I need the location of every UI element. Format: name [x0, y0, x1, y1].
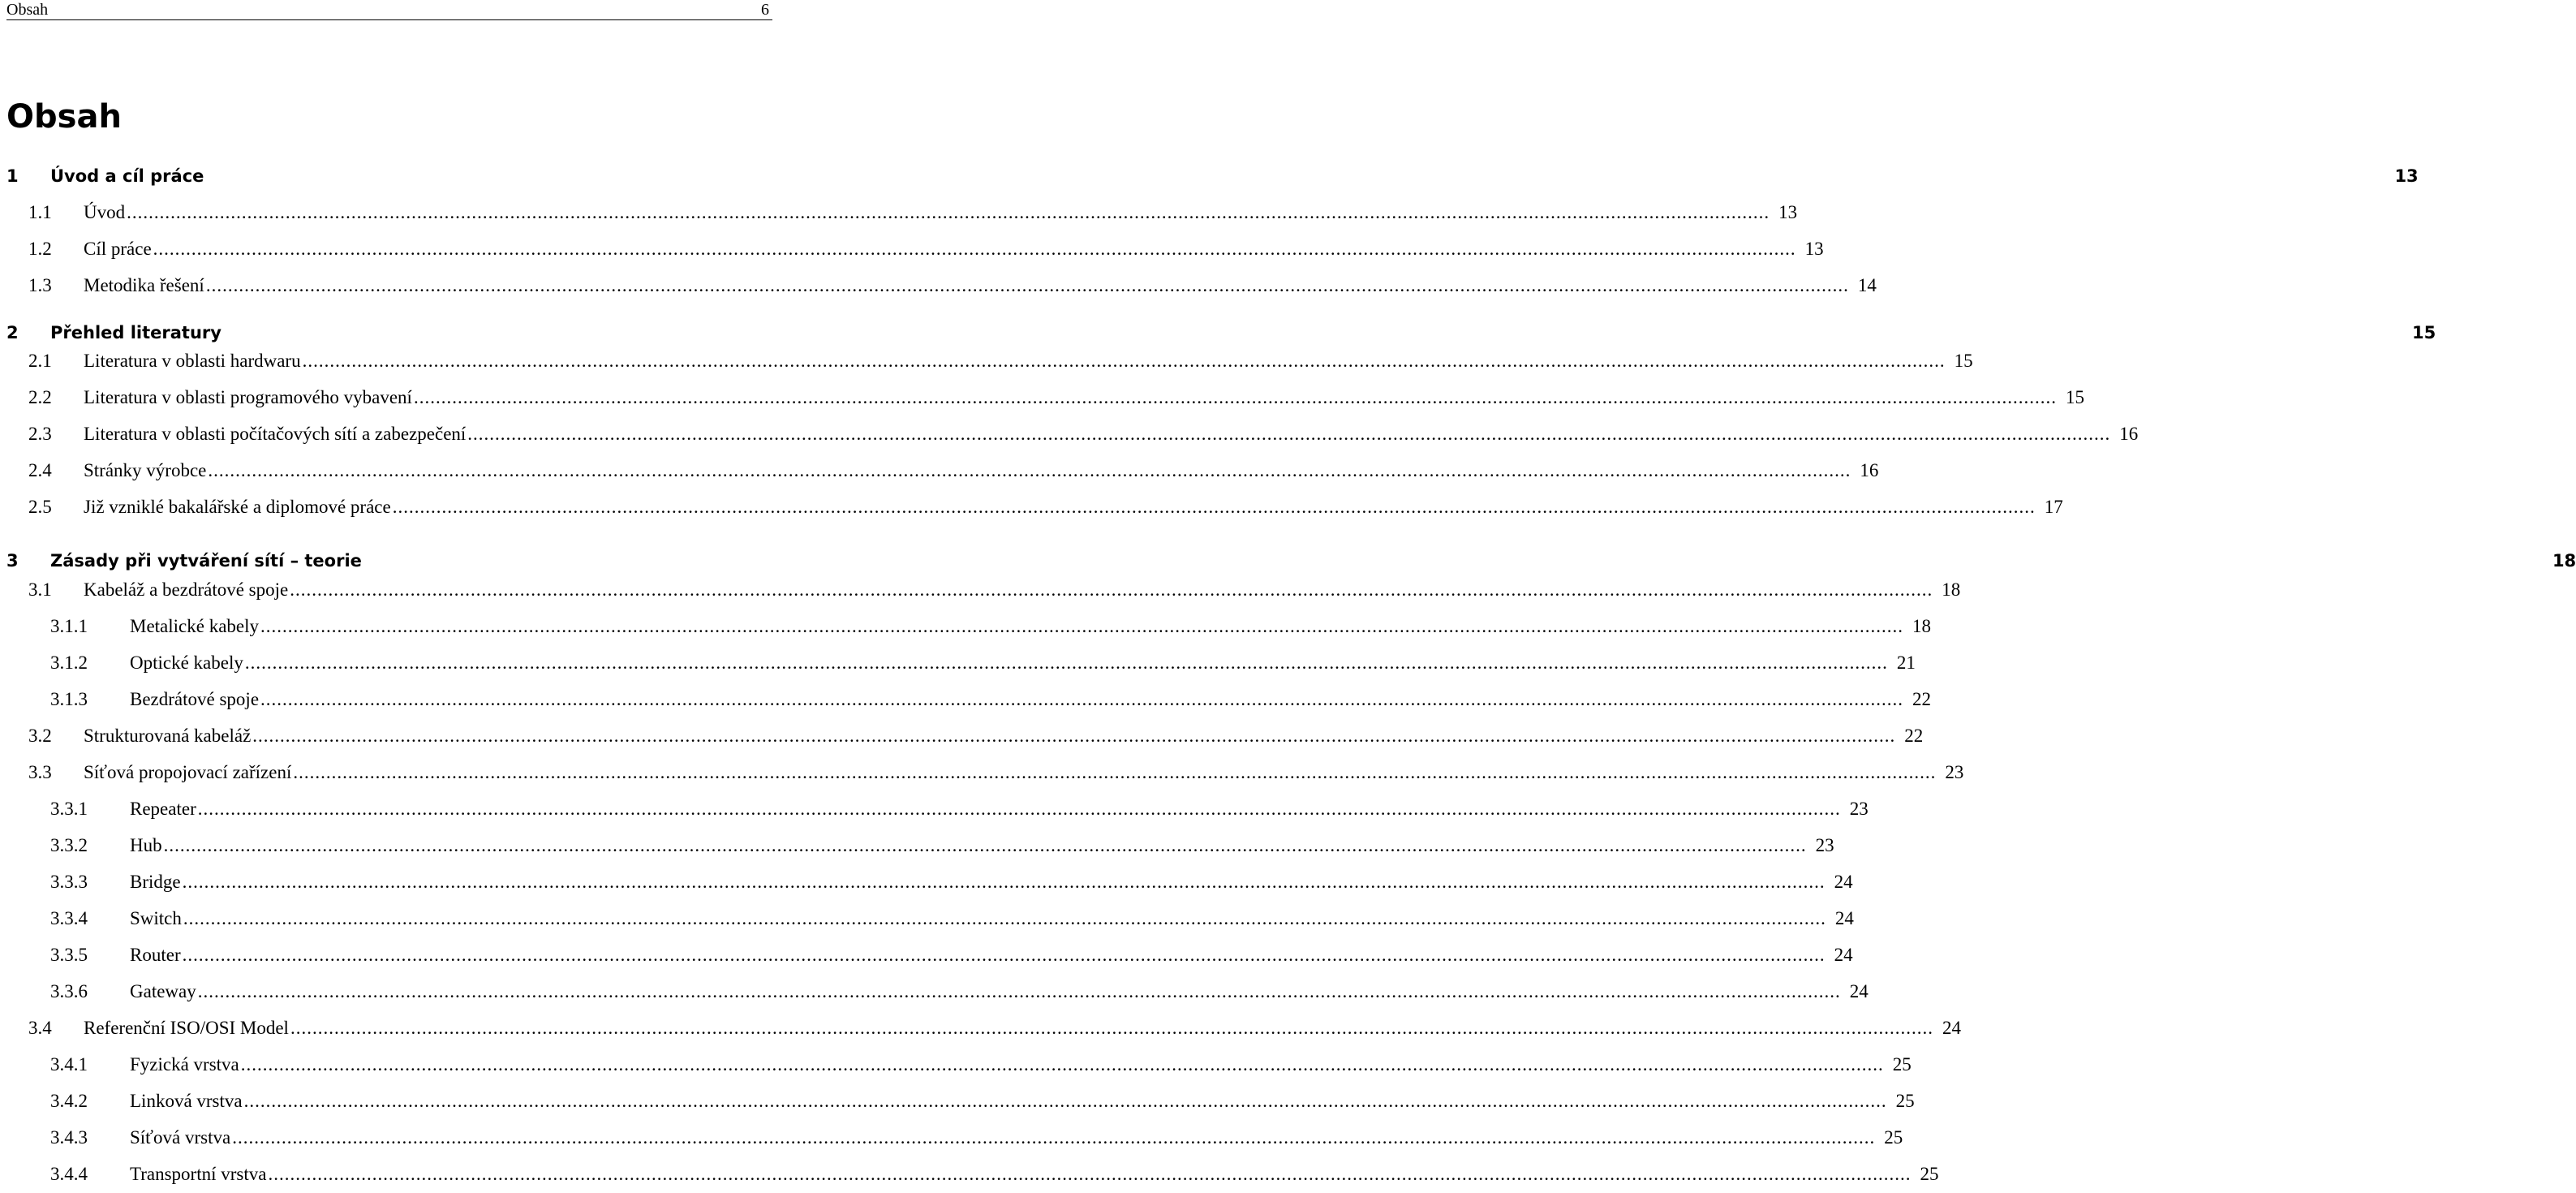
- toc-entry-line: [130, 868, 1853, 896]
- toc-entry-number: 3: [6, 551, 19, 571]
- toc-entry-title[interactable]: Cíl práce: [84, 235, 153, 263]
- toc-entry-number: 2.5: [28, 497, 52, 517]
- toc-entry-page: 25: [1875, 1124, 1903, 1152]
- toc-entry-3-4-4[interactable]: [6, 1161, 1939, 1188]
- toc-entry-page: 25: [1911, 1161, 1938, 1188]
- toc-entry-3[interactable]: [6, 547, 2576, 575]
- toc-entry-title[interactable]: Stránky výrobce: [84, 457, 208, 485]
- toc-entry-3-4-3[interactable]: [6, 1124, 1903, 1152]
- toc-dot-leader: ............................................................................................................................................................................................................................................................................................................: [205, 275, 1849, 295]
- toc-entry-title[interactable]: Metodika řešení: [84, 272, 206, 299]
- toc-entry-title[interactable]: Switch: [130, 905, 183, 932]
- toc-entry-page: 24: [1933, 1014, 1961, 1042]
- header-title: Obsah: [6, 1, 49, 19]
- toc-entry-title[interactable]: Síťová vrstva: [130, 1124, 232, 1152]
- toc-entry-title[interactable]: Transportní vrstva: [130, 1161, 268, 1188]
- toc-entry-page: 24: [1841, 978, 1869, 1006]
- toc-entry-title[interactable]: Zásady při vytváření sítí – teorie: [50, 547, 363, 575]
- toc-entry-page: 22: [1903, 686, 1931, 713]
- toc-entry-title[interactable]: Optické kabely: [130, 649, 245, 677]
- toc-entry-3-1-3[interactable]: [6, 686, 1932, 713]
- toc-entry-title[interactable]: Fyzická vrstva: [130, 1051, 241, 1079]
- toc-entry-title[interactable]: Úvod a cíl práce: [50, 162, 205, 190]
- toc-entry-3-4[interactable]: [6, 1014, 1961, 1042]
- toc-entry-3-4-2[interactable]: [6, 1087, 1915, 1115]
- toc-entry-page: 15: [2408, 319, 2436, 347]
- toc-entry-line: [84, 420, 2139, 448]
- toc-entry-page: 23: [1807, 832, 1834, 859]
- toc-entry-line: [130, 1161, 1939, 1188]
- toc-entry-page: 18: [1903, 613, 1931, 640]
- toc-dot-leader: ............................................................................................................................................................................................................................................................................................................: [413, 387, 2057, 407]
- toc-entry-number: 3.4.4: [50, 1164, 88, 1184]
- toc-dot-leader: ............................................................................................................................................................................................................................................................................................................: [182, 945, 1826, 965]
- toc-entry-title[interactable]: Bezdrátové spoje: [130, 686, 260, 713]
- toc-entry-line: [84, 384, 2084, 411]
- toc-entry-3-3-4[interactable]: [6, 905, 1854, 932]
- toc-entry-3-1[interactable]: [6, 576, 1961, 604]
- toc-entry-page: 13: [1770, 199, 1797, 226]
- toc-entry-line: [130, 795, 1869, 823]
- toc-entry-2[interactable]: [6, 319, 2436, 347]
- toc-entry-line: [50, 162, 2419, 190]
- toc-entry-3-3-2[interactable]: [6, 832, 1834, 859]
- table-of-contents: [6, 0, 2576, 1193]
- toc-entry-number: 2.2: [28, 387, 52, 407]
- toc-dot-leader: ............................................................................................................................................................................................................................................................................................................: [182, 872, 1826, 892]
- toc-dot-leader: ............................................................................................................................................................................................................................................................................................................: [240, 1054, 1884, 1075]
- toc-entry-line: [84, 1014, 1961, 1042]
- toc-entry-number: 3.2: [28, 726, 52, 746]
- toc-dot-leader: ............................................................................................................................................................................................................................................................................................................: [260, 689, 1904, 709]
- toc-entry-2-4[interactable]: [6, 457, 1879, 485]
- toc-entry-2-5[interactable]: [6, 493, 2063, 521]
- toc-dot-leader: ............................................................................................................................................................................................................................................................................................................: [467, 424, 2111, 444]
- toc-entry-title[interactable]: Již vzniklé bakalářské a diplomové práce: [84, 493, 393, 521]
- toc-entry-title[interactable]: Kabeláž a bezdrátové spoje: [84, 576, 290, 604]
- toc-entry-title[interactable]: Linková vrstva: [130, 1087, 244, 1115]
- toc-dot-leader: ............................................................................................................................................................................................................................................................................................................: [293, 762, 1937, 782]
- toc-entry-line: [130, 649, 1916, 677]
- toc-entry-page: 15: [1946, 347, 1973, 375]
- toc-entry-1-3[interactable]: [6, 272, 1877, 299]
- toc-entry-line: [84, 457, 1879, 485]
- toc-entry-title[interactable]: Literatura v oblasti programového vybavení: [84, 384, 414, 411]
- toc-entry-number: 2: [6, 323, 19, 342]
- toc-entry-title[interactable]: Úvod: [84, 199, 127, 226]
- toc-dot-leader: ............................................................................................................................................................................................................................................................................................................: [197, 799, 1841, 819]
- toc-entry-number: 3.1.1: [50, 616, 88, 636]
- toc-entry-line: [130, 978, 1869, 1006]
- toc-entry-2-2[interactable]: [6, 384, 2084, 411]
- toc-entry-page: 18: [1933, 576, 1960, 604]
- toc-entry-line: [84, 272, 1877, 299]
- toc-entry-title[interactable]: Referenční ISO/OSI Model: [84, 1014, 290, 1042]
- toc-entry-number: 2.3: [28, 424, 52, 444]
- toc-entry-3-3-3[interactable]: [6, 868, 1853, 896]
- toc-entry-page: 13: [1796, 235, 1824, 263]
- toc-entry-line: [130, 905, 1854, 932]
- toc-entry-number: 1.1: [28, 202, 52, 222]
- toc-entry-3-3-6[interactable]: [6, 978, 1869, 1006]
- toc-entry-line: [130, 1124, 1903, 1152]
- toc-entry-3-3-1[interactable]: [6, 795, 1869, 823]
- toc-dot-leader: ............................................................................................................................................................................................................................................................................................................: [252, 726, 1896, 746]
- toc-entry-line: [84, 722, 1924, 750]
- toc-entry-page: 23: [1936, 759, 1963, 786]
- toc-entry-page: 16: [2110, 420, 2138, 448]
- toc-entry-title[interactable]: Strukturovaná kabeláž: [84, 722, 252, 750]
- toc-entry-title[interactable]: Přehled literatury: [50, 319, 223, 347]
- toc-entry-page: 18: [2548, 547, 2576, 575]
- toc-dot-leader: ............................................................................................................................................................................................................................................................................................................: [290, 1018, 1933, 1038]
- toc-entry-line: [50, 547, 2576, 575]
- toc-entry-title[interactable]: Gateway: [130, 978, 198, 1006]
- toc-entry-page: 25: [1884, 1051, 1912, 1079]
- toc-entry-line: [84, 199, 1798, 226]
- toc-entry-number: 3.1.3: [50, 689, 88, 709]
- toc-entry-3-1-2[interactable]: [6, 649, 1916, 677]
- toc-entry-title[interactable]: Repeater: [130, 795, 198, 823]
- toc-dot-leader: ............................................................................................................................................................................................................................................................................................................: [163, 835, 1807, 855]
- toc-entry-3-2[interactable]: [6, 722, 1924, 750]
- toc-entry-page: 14: [1849, 272, 1877, 299]
- toc-entry-number: 3.3.1: [50, 799, 88, 819]
- toc-entry-line: [130, 686, 1932, 713]
- toc-entry-title[interactable]: Literatura v oblasti počítačových sítí a zabezpečení: [84, 420, 467, 448]
- toc-entry-number: 3.3.3: [50, 872, 88, 892]
- toc-entry-number: 3.3.2: [50, 835, 88, 855]
- toc-entry-page: 23: [1841, 795, 1869, 823]
- toc-entry-page: 25: [1887, 1087, 1915, 1115]
- toc-entry-1-2[interactable]: [6, 235, 1824, 263]
- toc-entry-number: 3.4.2: [50, 1091, 88, 1111]
- toc-entry-line: [130, 832, 1834, 859]
- page-title: Obsah: [6, 98, 122, 136]
- toc-entry-number: 2.4: [28, 460, 52, 480]
- toc-entry-line: [130, 1087, 1915, 1115]
- toc-dot-leader: ............................................................................................................................................................................................................................................................................................................: [243, 1091, 1887, 1111]
- toc-entry-page: 22: [1895, 722, 1923, 750]
- toc-entry-number: 2.1: [28, 351, 52, 371]
- toc-entry-2-3[interactable]: [6, 420, 2139, 448]
- toc-entry-number: 1: [6, 166, 19, 186]
- toc-entry-number: 3.3.6: [50, 981, 88, 1001]
- toc-entry-page: 24: [1826, 941, 1853, 969]
- toc-entry-title[interactable]: Síťová propojovací zařízení: [84, 759, 293, 786]
- toc-entry-number: 3.1.2: [50, 652, 88, 673]
- toc-entry-number: 3.4.3: [50, 1127, 88, 1148]
- toc-entry-title[interactable]: Hub: [130, 832, 164, 859]
- toc-entry-title[interactable]: Router: [130, 941, 183, 969]
- toc-entry-line: [84, 576, 1961, 604]
- toc-entry-1[interactable]: [6, 162, 2419, 190]
- toc-entry-line: [130, 1051, 1912, 1079]
- toc-entry-3-4-1[interactable]: [6, 1051, 1912, 1079]
- toc-entry-3-3[interactable]: [6, 759, 1964, 786]
- toc-entry-page: 16: [1851, 457, 1878, 485]
- toc-dot-leader: ............................................................................................................................................................................................................................................................................................................: [260, 616, 1904, 636]
- toc-dot-leader: ............................................................................................................................................................................................................................................................................................................: [197, 981, 1841, 1001]
- toc-entry-number: 3.1: [28, 579, 52, 600]
- toc-entry-number: 1.2: [28, 239, 52, 259]
- toc-entry-2-1[interactable]: [6, 347, 1973, 375]
- toc-entry-3-1-1[interactable]: [6, 613, 1932, 640]
- toc-entry-page: 24: [1826, 905, 1854, 932]
- toc-entry-number: 3.3.4: [50, 908, 88, 928]
- toc-entry-title[interactable]: Bridge: [130, 868, 183, 896]
- toc-entry-page: 21: [1888, 649, 1916, 677]
- toc-dot-leader: ............................................................................................................................................................................................................................................................................................................: [127, 202, 1770, 222]
- toc-entry-line: [130, 613, 1932, 640]
- toc-entry-page: 15: [2057, 384, 2084, 411]
- toc-entry-line: [84, 759, 1964, 786]
- toc-entry-page: 24: [1826, 868, 1853, 896]
- toc-dot-leader: ............................................................................................................................................................................................................................................................................................................: [302, 351, 1946, 371]
- toc-entry-page: 13: [2391, 162, 2419, 190]
- toc-dot-leader: ............................................................................................................................................................................................................................................................................................................: [232, 1127, 1876, 1148]
- toc-entry-line: [50, 319, 2436, 347]
- toc-entry-1-1[interactable]: [6, 199, 1798, 226]
- header-page-number: 6: [761, 1, 769, 19]
- toc-entry-page: 17: [2036, 493, 2063, 521]
- toc-entry-title[interactable]: Metalické kabely: [130, 613, 260, 640]
- toc-dot-leader: ............................................................................................................................................................................................................................................................................................................: [244, 652, 1888, 673]
- toc-dot-leader: ............................................................................................................................................................................................................................................................................................................: [153, 239, 1796, 259]
- toc-entry-number: 3.4.1: [50, 1054, 88, 1075]
- toc-entry-line: [84, 347, 1973, 375]
- toc-entry-number: 1.3: [28, 275, 52, 295]
- toc-dot-leader: ............................................................................................................................................................................................................................................................................................................: [290, 579, 1933, 600]
- toc-entry-line: [84, 493, 2063, 521]
- toc-dot-leader: ............................................................................................................................................................................................................................................................................................................: [268, 1164, 1912, 1184]
- toc-entry-3-3-5[interactable]: [6, 941, 1853, 969]
- toc-entry-number: 3.3: [28, 762, 52, 782]
- toc-dot-leader: ............................................................................................................................................................................................................................................................................................................: [392, 497, 2036, 517]
- toc-dot-leader: ............................................................................................................................................................................................................................................................................................................: [183, 908, 1826, 928]
- toc-entry-line: [130, 941, 1853, 969]
- toc-entry-line: [84, 235, 1824, 263]
- toc-entry-number: 3.4: [28, 1018, 52, 1038]
- toc-entry-title[interactable]: Literatura v oblasti hardwaru: [84, 347, 303, 375]
- toc-dot-leader: ............................................................................................................................................................................................................................................................................................................: [208, 460, 1851, 480]
- toc-entry-number: 3.3.5: [50, 945, 88, 965]
